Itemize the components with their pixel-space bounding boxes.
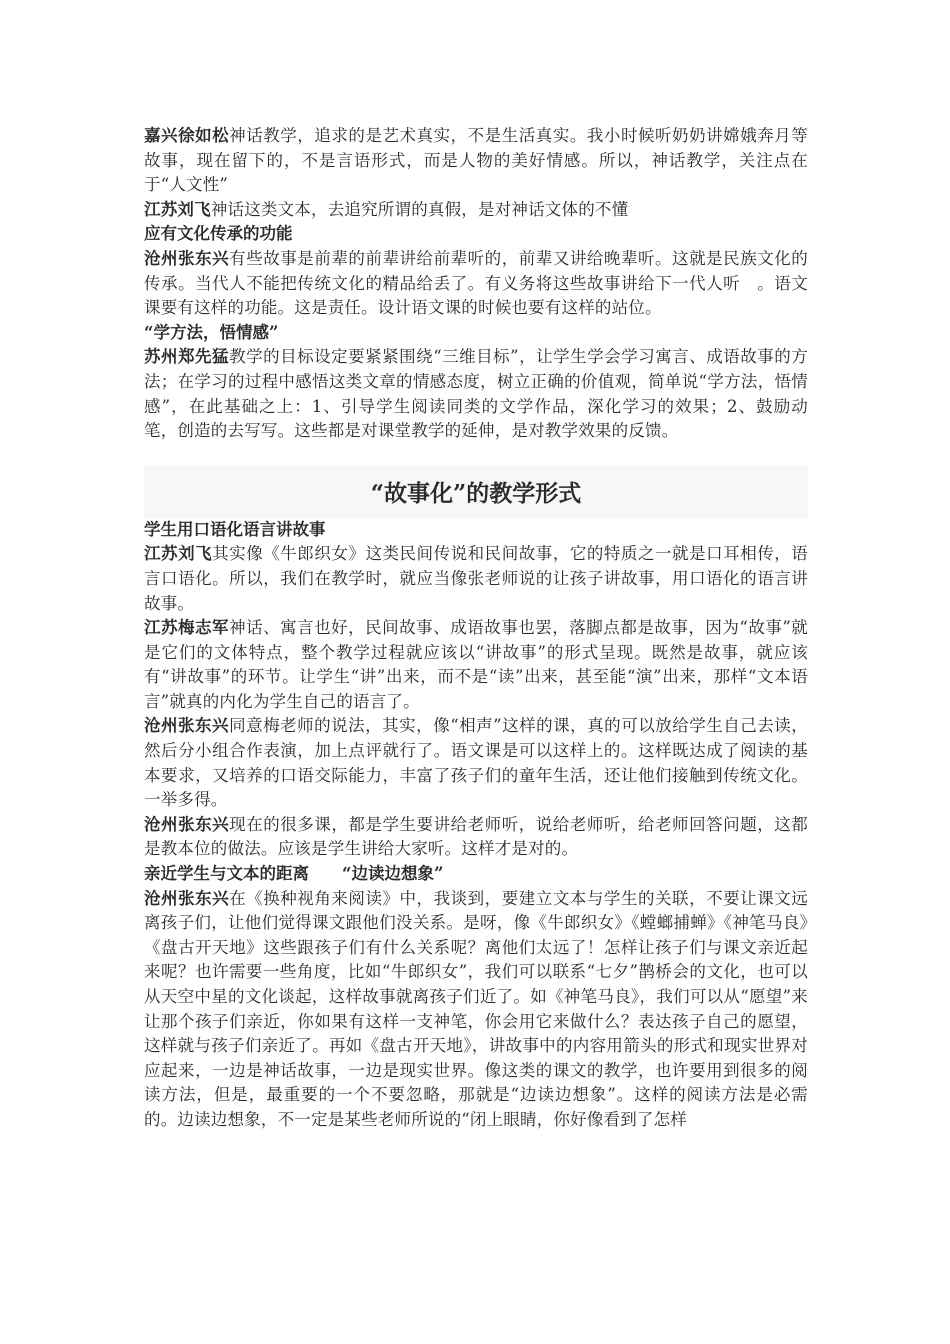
paragraph <box>144 124 808 198</box>
subheading: 应有文化传承的功能 <box>144 224 293 244</box>
speaker-name: 沧州张东兴 <box>144 248 230 268</box>
speaker-name: 沧州张东兴 <box>144 814 230 834</box>
paragraph-text: 在《换种视角来阅读》中，我谈到，要建立文本与学生的关联，不要让课文远离孩子们，让他们觉得课文跟他们没关系。是呀，像《牛郎织女》《螳螂捕蝉》《神笔马良》《盘古开天地》这些跟孩子们有什么关系呢？离他们太远了！怎样让孩子们与课文亲近起来呢？也许需要一些角度，比如“牛郎织女”，我们可以联系“七夕”鹊桥会的文化，也可以从天空中星的文化谈起，这样故事就离孩子们近了。如《神笔马良》，我们可以从“愿望”来让那个孩子们亲近，你如果有这样一支神笔，你会用它来做什么？表达孩子自己的愿望，这样就与孩子们亲近了。再如《盘古开天地》，讲故事中的内容用箭头的形式和现实世界对应起来，一边是神话故事，一边是现实世界。像这类的课文的教学，也许要用到很多的阅读方法，但是，最重要的一个不要忽略，那就是“边读边想象”。这样的阅读方法是必需的。边读边想象，不一定是某些老师所说的“闭上眼睛，你好像看到了怎样 <box>144 888 808 1129</box>
paragraph <box>144 345 808 443</box>
document-page <box>144 124 808 1133</box>
paragraph-text: 神话、寓言也好，民间故事、成语故事也罢，落脚点都是故事，因为“故事”就是它们的文体特点，整个教学过程就应该以“讲故事”的形式呈现。既然是故事，就应该有“讲故事”的环节。让学生“讲”出来，而不是“读”出来，甚至能“演”出来，那样“文本语言”就真的内化为学生自己的语言了。 <box>144 618 809 711</box>
speaker-name: 沧州张东兴 <box>144 888 230 908</box>
subheading: “学方法，悟情感” <box>144 322 279 342</box>
paragraph <box>144 542 808 616</box>
section-spacer <box>144 444 808 466</box>
subheading: 学生用口语化语言讲故事 <box>144 519 326 539</box>
paragraph <box>144 198 808 223</box>
paragraph <box>144 887 808 1133</box>
speaker-name: 江苏梅志军 <box>144 618 230 638</box>
paragraph <box>144 714 808 812</box>
paragraph <box>144 813 808 862</box>
subheading: 亲近学生与文本的距离 “边读边想象” <box>144 864 444 884</box>
speaker-name: 江苏刘飞 <box>144 544 213 564</box>
paragraph-text: 其实像《牛郎织女》这类民间传说和民间故事，它的特质之一就是口耳相传，语言口语化。所以，我们在教学时，就应当像张老师说的让孩子讲故事，用口语化的语言讲故事。 <box>144 544 808 613</box>
speaker-name: 嘉兴徐如松 <box>144 126 230 145</box>
paragraph-text: 现在的很多课，都是学生要讲给老师听，说给老师听，给老师回答问题，这都是教本位的做法。应该是学生讲给大家听。这样才是对的。 <box>144 814 808 859</box>
speaker-name: 苏州郑先猛 <box>144 347 230 367</box>
paragraph <box>144 247 808 321</box>
paragraph <box>144 616 808 714</box>
speaker-name: 江苏刘飞 <box>144 199 211 219</box>
paragraph-text: 神话这类文本，去追究所谓的真假，是对神话文体的不懂 <box>210 199 629 219</box>
speaker-name: 沧州张东兴 <box>144 716 230 736</box>
paragraph-text: 有些故事是前辈的前辈讲给前辈听的，前辈又讲给晚辈听。这就是民族文化的传承。当代人不能把传统文化的精品给丢了。有义务将这些故事讲给下一代人听 。语文课要有这样的功能。这是责任。设计语文课的时候也要有这样的站位。 <box>144 248 808 318</box>
section-heading: “故事化”的教学形式 <box>144 466 808 518</box>
paragraph-text: 神话教学，追求的是艺术真实，不是生活真实。我小时候听奶奶讲嫦娥奔月等故事，现在留下的，不是言语形式，而是人物的美好情感。所以，神话教学，关注点在于“人文性” <box>144 126 808 195</box>
paragraph-text: 同意梅老师的说法，其实，像“相声”这样的课，真的可以放给学生自己去读，然后分小组合作表演，加上点评就行了。语文课是可以这样上的。这样既达成了阅读的基本要求，又培养的口语交际能力，丰富了孩子们的童年生活，还让他们接触到传统文化。一举多得。 <box>144 716 809 810</box>
paragraph-text: 教学的目标设定要紧紧围绕“三维目标”，让学生学会学习寓言、成语故事的方法；在学习的过程中感悟这类文章的情感态度，树立正确的价值观，简单说“学方法，悟情感”，在此基础之上：1、引导学生阅读同类的文学作品，深化学习的效果；2、鼓励动笔，创造的去写写。这些都是对课堂教学的延伸，是对教学效果的反馈。 <box>144 347 809 441</box>
